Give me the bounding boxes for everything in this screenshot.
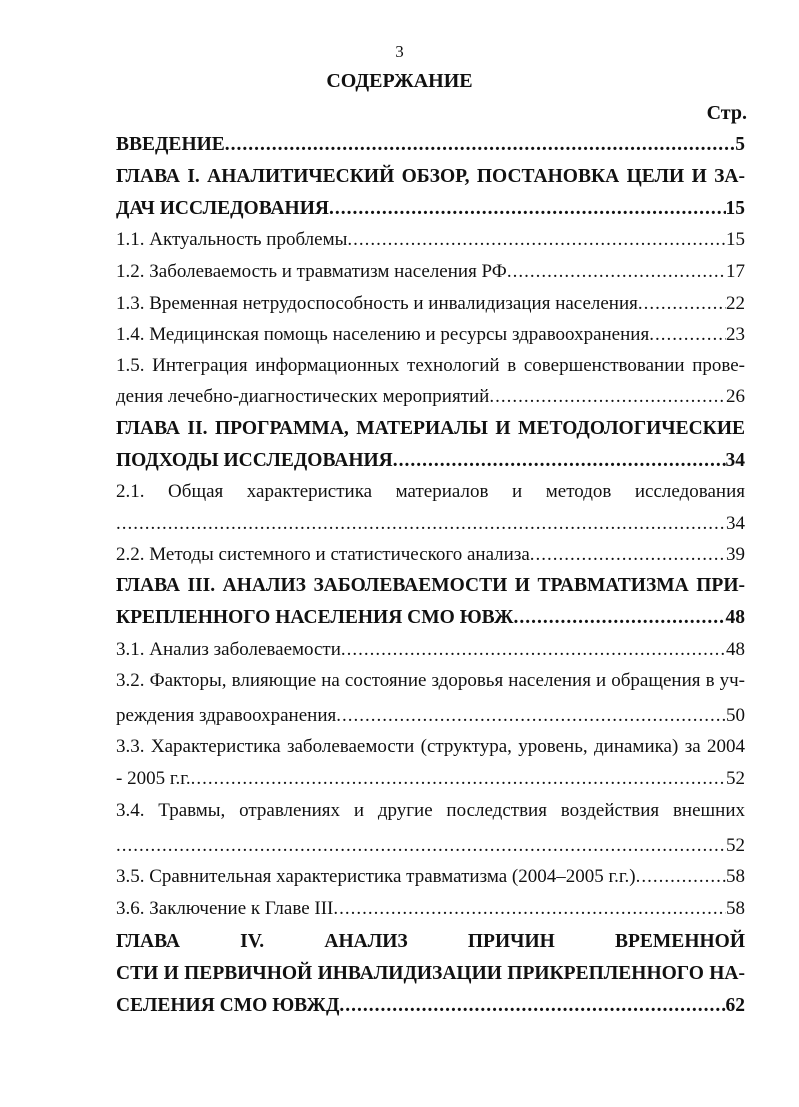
- entry-title: ВВЕДЕНИЕ: [116, 134, 225, 155]
- entry-title: - 2005 г.г.: [116, 768, 191, 789]
- toc-entry-chapter-4-cont[interactable]: СТИ И ПЕРВИЧНОЙ ИНВАЛИДИЗАЦИИ ПРИКРЕПЛЕННОГО НА-: [116, 963, 745, 984]
- toc-entry-1-5[interactable]: 1.5. Интеграция информационных технологий в совершенствовании прове-: [116, 355, 745, 376]
- toc-entry-1-2[interactable]: [116, 259, 745, 285]
- toc-entry-3-1[interactable]: [116, 637, 745, 663]
- entry-title: КРЕПЛЕННОГО НАСЕЛЕНИЯ СМО ЮВЖ: [116, 607, 514, 628]
- entry-page: 48: [726, 639, 745, 660]
- entry-title: реждения здравоохранения: [116, 705, 337, 726]
- entry-page: 62: [725, 995, 745, 1016]
- toc-entry-1-4[interactable]: [116, 322, 745, 348]
- entry-title: ПОДХОДЫ ИССЛЕДОВАНИЯ: [116, 450, 393, 471]
- toc-entry-3-5[interactable]: [116, 864, 745, 890]
- entry-title: дения лечебно-диагностических мероприятий: [116, 386, 490, 407]
- toc-entry-3-4-cont[interactable]: [116, 833, 745, 859]
- toc-entry-3-3[interactable]: 3.3. Характеристика заболеваемости (структура, уровень, динамика) за 2004: [116, 736, 745, 757]
- toc-entry-3-3-cont[interactable]: [116, 766, 745, 792]
- entry-page: 52: [726, 835, 745, 856]
- toc-entry-chapter-2-cont[interactable]: [116, 448, 745, 474]
- toc-entry-chapter-1-cont[interactable]: [116, 196, 745, 222]
- dot-leader: [636, 864, 726, 890]
- entry-title: 2.2. Методы системного и статистического анализа: [116, 544, 530, 565]
- dot-leader: [507, 259, 726, 285]
- entry-page: 50: [726, 705, 745, 726]
- toc-entry-2-1[interactable]: 2.1. Общая характеристика материалов и методов исследования: [116, 481, 745, 502]
- dot-leader: [530, 542, 726, 568]
- entry-page: 52: [726, 768, 745, 789]
- dot-leader: [341, 637, 726, 663]
- dot-leader: [225, 132, 735, 158]
- entry-title: 1.1. Актуальность проблемы: [116, 229, 348, 250]
- toc-entry-chapter-4-cont2[interactable]: [116, 993, 745, 1019]
- entry-title: 1.4. Медицинская помощь населению и ресурсы здравоохранения: [116, 324, 650, 345]
- dot-leader: [329, 196, 726, 222]
- entry-title: СЕЛЕНИЯ СМО ЮВЖД: [116, 995, 340, 1016]
- dot-leader: [333, 896, 726, 922]
- dot-leader: [393, 448, 726, 474]
- dot-leader: [513, 605, 725, 631]
- entry-page: 15: [726, 229, 745, 250]
- toc-entry-1-1[interactable]: [116, 227, 745, 253]
- toc-entry-2-2[interactable]: [116, 542, 745, 568]
- entry-title: 1.2. Заболеваемость и травматизм населения РФ: [116, 261, 507, 282]
- dot-leader: [347, 227, 726, 253]
- dot-leader: [649, 322, 726, 348]
- toc-entry-introduction[interactable]: [116, 132, 745, 158]
- toc-entry-2-1-cont[interactable]: [116, 511, 745, 537]
- entry-title: ДАЧ ИССЛЕДОВАНИЯ: [116, 198, 329, 219]
- toc-entry-3-2-cont[interactable]: [116, 703, 745, 729]
- entry-page: 23: [726, 324, 745, 345]
- dot-leader: [191, 766, 726, 792]
- dot-leader: [116, 511, 726, 537]
- dot-leader: [339, 993, 725, 1019]
- toc-entry-3-4[interactable]: 3.4. Травмы, отравлениях и другие последствия воздействия внешних: [116, 800, 745, 821]
- toc-entry-3-6[interactable]: [116, 896, 745, 922]
- entry-page: 26: [726, 386, 745, 407]
- entry-page: 48: [725, 607, 745, 628]
- entry-page: 15: [725, 198, 745, 219]
- entry-page: 39: [726, 544, 745, 565]
- entry-page: 17: [726, 261, 745, 282]
- entry-page: 22: [726, 293, 745, 314]
- toc-entry-1-5-cont[interactable]: [116, 384, 745, 410]
- page-title: СОДЕРЖАНИЕ: [326, 70, 473, 92]
- dot-leader: [116, 833, 726, 859]
- toc-entry-3-2[interactable]: 3.2. Факторы, влияющие на состояние здоровья населения и обращения в уч-: [116, 670, 745, 691]
- entry-page: 58: [726, 898, 745, 919]
- entry-title: 3.5. Сравнительная характеристика травматизма (2004–2005 г.г.): [116, 866, 636, 887]
- toc-entry-1-3[interactable]: [116, 291, 745, 317]
- dot-leader: [638, 291, 726, 317]
- toc-entry-chapter-4[interactable]: ГЛАВА IV. АНАЛИЗ ПРИЧИН ВРЕМЕННОЙ: [116, 931, 745, 952]
- entry-page: 34: [725, 450, 745, 471]
- toc-entry-chapter-1[interactable]: ГЛАВА I. АНАЛИТИЧЕСКИЙ ОБЗОР, ПОСТАНОВКА ЦЕЛИ И ЗА-: [116, 166, 745, 187]
- toc-entry-chapter-3-cont[interactable]: [116, 605, 745, 631]
- entry-title: 3.6. Заключение к Главе III: [116, 898, 334, 919]
- entry-page: 34: [726, 513, 745, 534]
- entry-page: 58: [726, 866, 745, 887]
- toc-entry-chapter-3[interactable]: ГЛАВА III. АНАЛИЗ ЗАБОЛЕВАЕМОСТИ И ТРАВМАТИЗМА ПРИ-: [116, 575, 745, 596]
- entry-page: 5: [735, 134, 745, 155]
- entry-title: 3.1. Анализ заболеваемости: [116, 639, 341, 660]
- page-column-label: Стр.: [706, 102, 747, 124]
- entry-title: 1.3. Временная нетрудоспособность и инвалидизация населения: [116, 293, 638, 314]
- page-number: 3: [395, 42, 404, 61]
- dot-leader: [336, 703, 726, 729]
- dot-leader: [489, 384, 726, 410]
- toc-entry-chapter-2[interactable]: ГЛАВА II. ПРОГРАММА, МАТЕРИАЛЫ И МЕТОДОЛОГИЧЕСКИЕ: [116, 418, 745, 439]
